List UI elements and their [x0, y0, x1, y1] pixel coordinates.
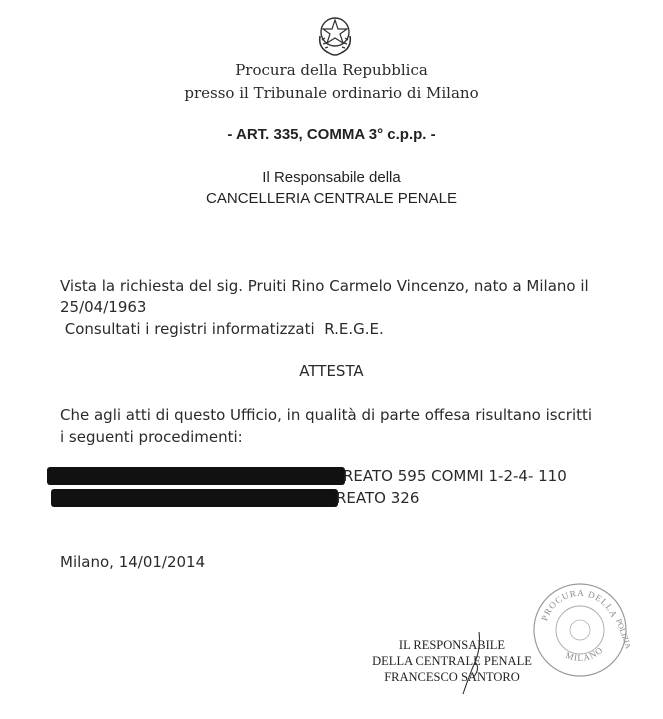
signature-office: DELLA CENTRALE PENALE — [372, 654, 532, 668]
handwritten-signature — [455, 628, 495, 700]
consulted-registers: Consultati i registri informatizzati R.E.G.E. — [60, 320, 384, 338]
request-line-1: Vista la richiesta del sig. Pruiti Rino Carmelo Vincenzo, nato a Milano il — [60, 277, 589, 295]
article-reference: - ART. 335, COMMA 3° c.p.p. - — [227, 126, 436, 143]
proceeding-item-2: REATO 326 — [336, 489, 420, 507]
stamp-right-text: POLIZIA — [614, 617, 630, 650]
office-name-line2: presso il Tribunale ordinario di Milano — [184, 84, 479, 102]
italian-republic-emblem-icon — [314, 12, 356, 58]
stamp-bottom-text: MILANO — [564, 644, 606, 663]
signature-title: IL RESPONSABILE — [398, 638, 506, 652]
date-line: Milano, 14/01/2014 — [60, 553, 206, 571]
responsible-office: CANCELLERIA CENTRALE PENALE — [206, 190, 457, 207]
office-stamp — [530, 580, 630, 680]
proceeding-item-1: REATO 595 COMMI 1-2-4- 110 — [343, 467, 567, 485]
redaction-bar — [47, 467, 345, 485]
request-line-2: 25/04/1963 — [60, 298, 147, 316]
redaction-bar — [51, 489, 338, 507]
stamp-top-text: PROCURA DELLA — [539, 587, 620, 623]
statement-line-1: Che agli atti di questo Ufficio, in qualità di parte offesa risultano iscritti — [60, 406, 593, 424]
signature-block — [352, 637, 552, 685]
svg-text:MILANO — [564, 645, 605, 663]
office-name-line1: Procura della Repubblica — [235, 61, 428, 79]
responsible-title: Il Responsabile della — [262, 169, 401, 186]
statement-line-2: i seguenti procedimenti: — [60, 428, 243, 446]
signature-name: FRANCESCO SANTORO — [384, 670, 520, 684]
attesta-heading: ATTESTA — [299, 362, 364, 380]
